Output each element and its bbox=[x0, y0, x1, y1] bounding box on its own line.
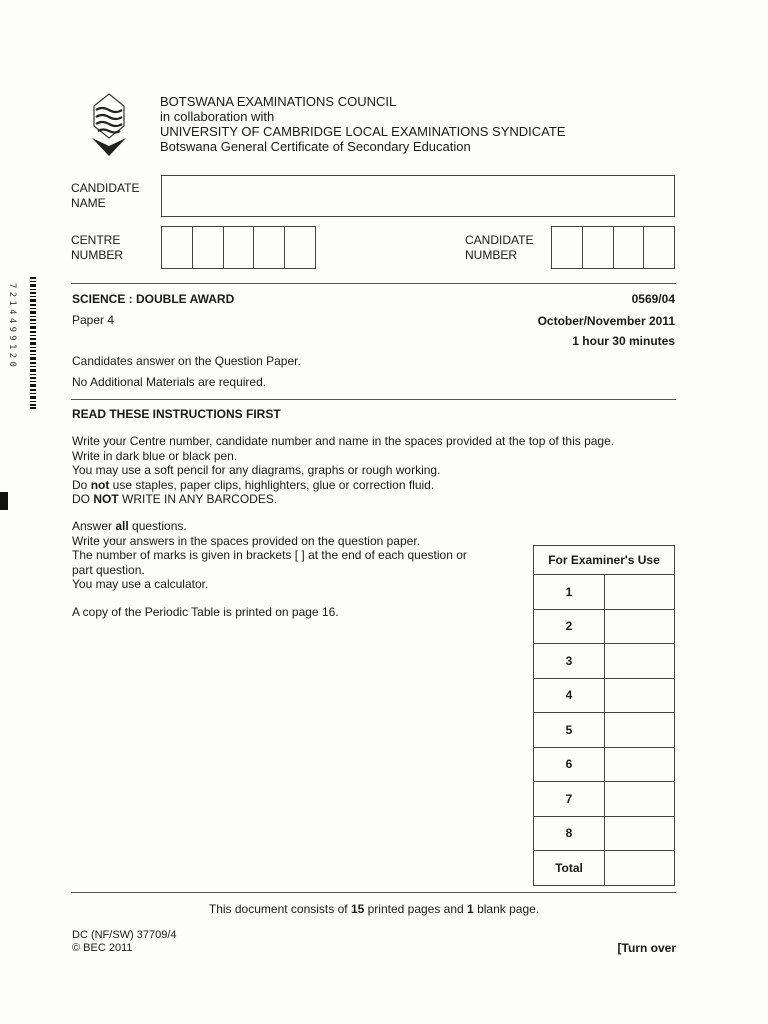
divider bbox=[71, 892, 676, 893]
paper-number: Paper 4 bbox=[72, 313, 115, 327]
bec-logo bbox=[86, 92, 132, 160]
instruction-line: Write your answers in the spaces provided on the question paper. bbox=[72, 533, 420, 548]
exam-session: October/November 2011 bbox=[537, 314, 675, 328]
candidate-number-field[interactable] bbox=[551, 226, 675, 269]
header-certificate: Botswana General Certificate of Secondary Education bbox=[160, 139, 471, 154]
mark-cell[interactable] bbox=[605, 678, 675, 713]
examiner-table-title: For Examiner's Use bbox=[534, 546, 675, 575]
mark-cell[interactable] bbox=[605, 713, 675, 748]
table-row: 6 bbox=[534, 747, 675, 782]
centre-digit-box[interactable] bbox=[193, 227, 224, 268]
syllabus-code: 0569/04 bbox=[631, 292, 675, 306]
instruction-line: part question. bbox=[72, 562, 145, 577]
instruction-line: The number of marks is given in brackets [ ] at the end of each question or bbox=[72, 548, 467, 562]
instructions-block bbox=[72, 434, 672, 507]
divider bbox=[71, 399, 676, 400]
exam-duration: 1 hour 30 minutes bbox=[572, 334, 675, 348]
subject-title: SCIENCE : DOUBLE AWARD bbox=[72, 292, 235, 306]
centre-number-field[interactable] bbox=[161, 226, 316, 269]
mark-cell[interactable] bbox=[605, 816, 675, 851]
candidate-digit-box[interactable] bbox=[552, 227, 583, 268]
candidate-digit-box[interactable] bbox=[583, 227, 614, 268]
examiner-use-table bbox=[533, 545, 675, 886]
mark-cell[interactable] bbox=[605, 644, 675, 679]
turn-over: [Turn over bbox=[617, 941, 676, 955]
header-collab: in collaboration with bbox=[160, 109, 275, 124]
centre-digit-box[interactable] bbox=[254, 227, 285, 268]
periodic-table-note: A copy of the Periodic Table is printed on page 16. bbox=[72, 605, 339, 619]
mark-cell[interactable] bbox=[605, 747, 675, 782]
mark-cell[interactable] bbox=[605, 782, 675, 817]
answer-instructions bbox=[72, 519, 512, 592]
table-row: 5 bbox=[534, 713, 675, 748]
table-row: 1 bbox=[534, 575, 675, 610]
table-row: 2 bbox=[534, 609, 675, 644]
divider bbox=[71, 283, 676, 284]
centre-digit-box[interactable] bbox=[285, 227, 315, 268]
materials-note: No Additional Materials are required. bbox=[72, 375, 267, 389]
candidate-number-label: CANDIDATE NUMBER bbox=[465, 233, 534, 262]
instruction-line: Answer all questions. bbox=[72, 519, 187, 533]
instruction-line: You may use a soft pencil for any diagrams, graphs or rough working. bbox=[72, 463, 441, 477]
page-count-note: This document consists of 15 printed pages and 1 blank page. bbox=[208, 902, 540, 916]
header-council: BOTSWANA EXAMINATIONS COUNCIL bbox=[160, 94, 397, 109]
barcode bbox=[30, 277, 36, 409]
mark-cell[interactable] bbox=[605, 575, 675, 610]
instruction-line: Write in dark blue or black pen. bbox=[72, 448, 238, 463]
table-row: 8 bbox=[534, 816, 675, 851]
barcode-icon bbox=[30, 277, 36, 409]
council-header bbox=[160, 94, 565, 154]
candidate-digit-box[interactable] bbox=[644, 227, 674, 268]
centre-digit-box[interactable] bbox=[162, 227, 193, 268]
candidate-digit-box[interactable] bbox=[614, 227, 645, 268]
candidate-name-field[interactable] bbox=[161, 175, 675, 217]
header-cambridge: UNIVERSITY OF CAMBRIDGE LOCAL EXAMINATIONS SYNDICATE bbox=[160, 124, 566, 139]
instructions-heading: READ THESE INSTRUCTIONS FIRST bbox=[72, 407, 281, 421]
instruction-line: Write your Centre number, candidate number and name in the spaces provided at the top of this page. bbox=[72, 434, 615, 448]
centre-number-label: CENTRE NUMBER bbox=[71, 233, 124, 262]
mark-cell[interactable] bbox=[605, 609, 675, 644]
document-reference: DC (NF/SW) 37709/4 © BEC 2011 bbox=[72, 929, 177, 954]
table-row: Total bbox=[534, 851, 675, 886]
table-row: 7 bbox=[534, 782, 675, 817]
answer-on-paper: Candidates answer on the Question Paper. bbox=[72, 354, 301, 368]
total-cell[interactable] bbox=[605, 851, 675, 886]
instruction-line: DO NOT WRITE IN ANY BARCODES. bbox=[72, 492, 278, 506]
candidate-name-label: CANDIDATE NAME bbox=[71, 181, 140, 210]
instruction-line: You may use a calculator. bbox=[72, 577, 209, 591]
centre-digit-box[interactable] bbox=[224, 227, 255, 268]
bec-logo-icon bbox=[86, 92, 132, 160]
table-row: 4 bbox=[534, 678, 675, 713]
barcode-digits: 7214499120 bbox=[7, 283, 17, 371]
instruction-line: Do not use staples, paper clips, highlighters, glue or correction fluid. bbox=[72, 477, 435, 492]
table-row: 3 bbox=[534, 644, 675, 679]
scan-mark bbox=[0, 492, 8, 510]
